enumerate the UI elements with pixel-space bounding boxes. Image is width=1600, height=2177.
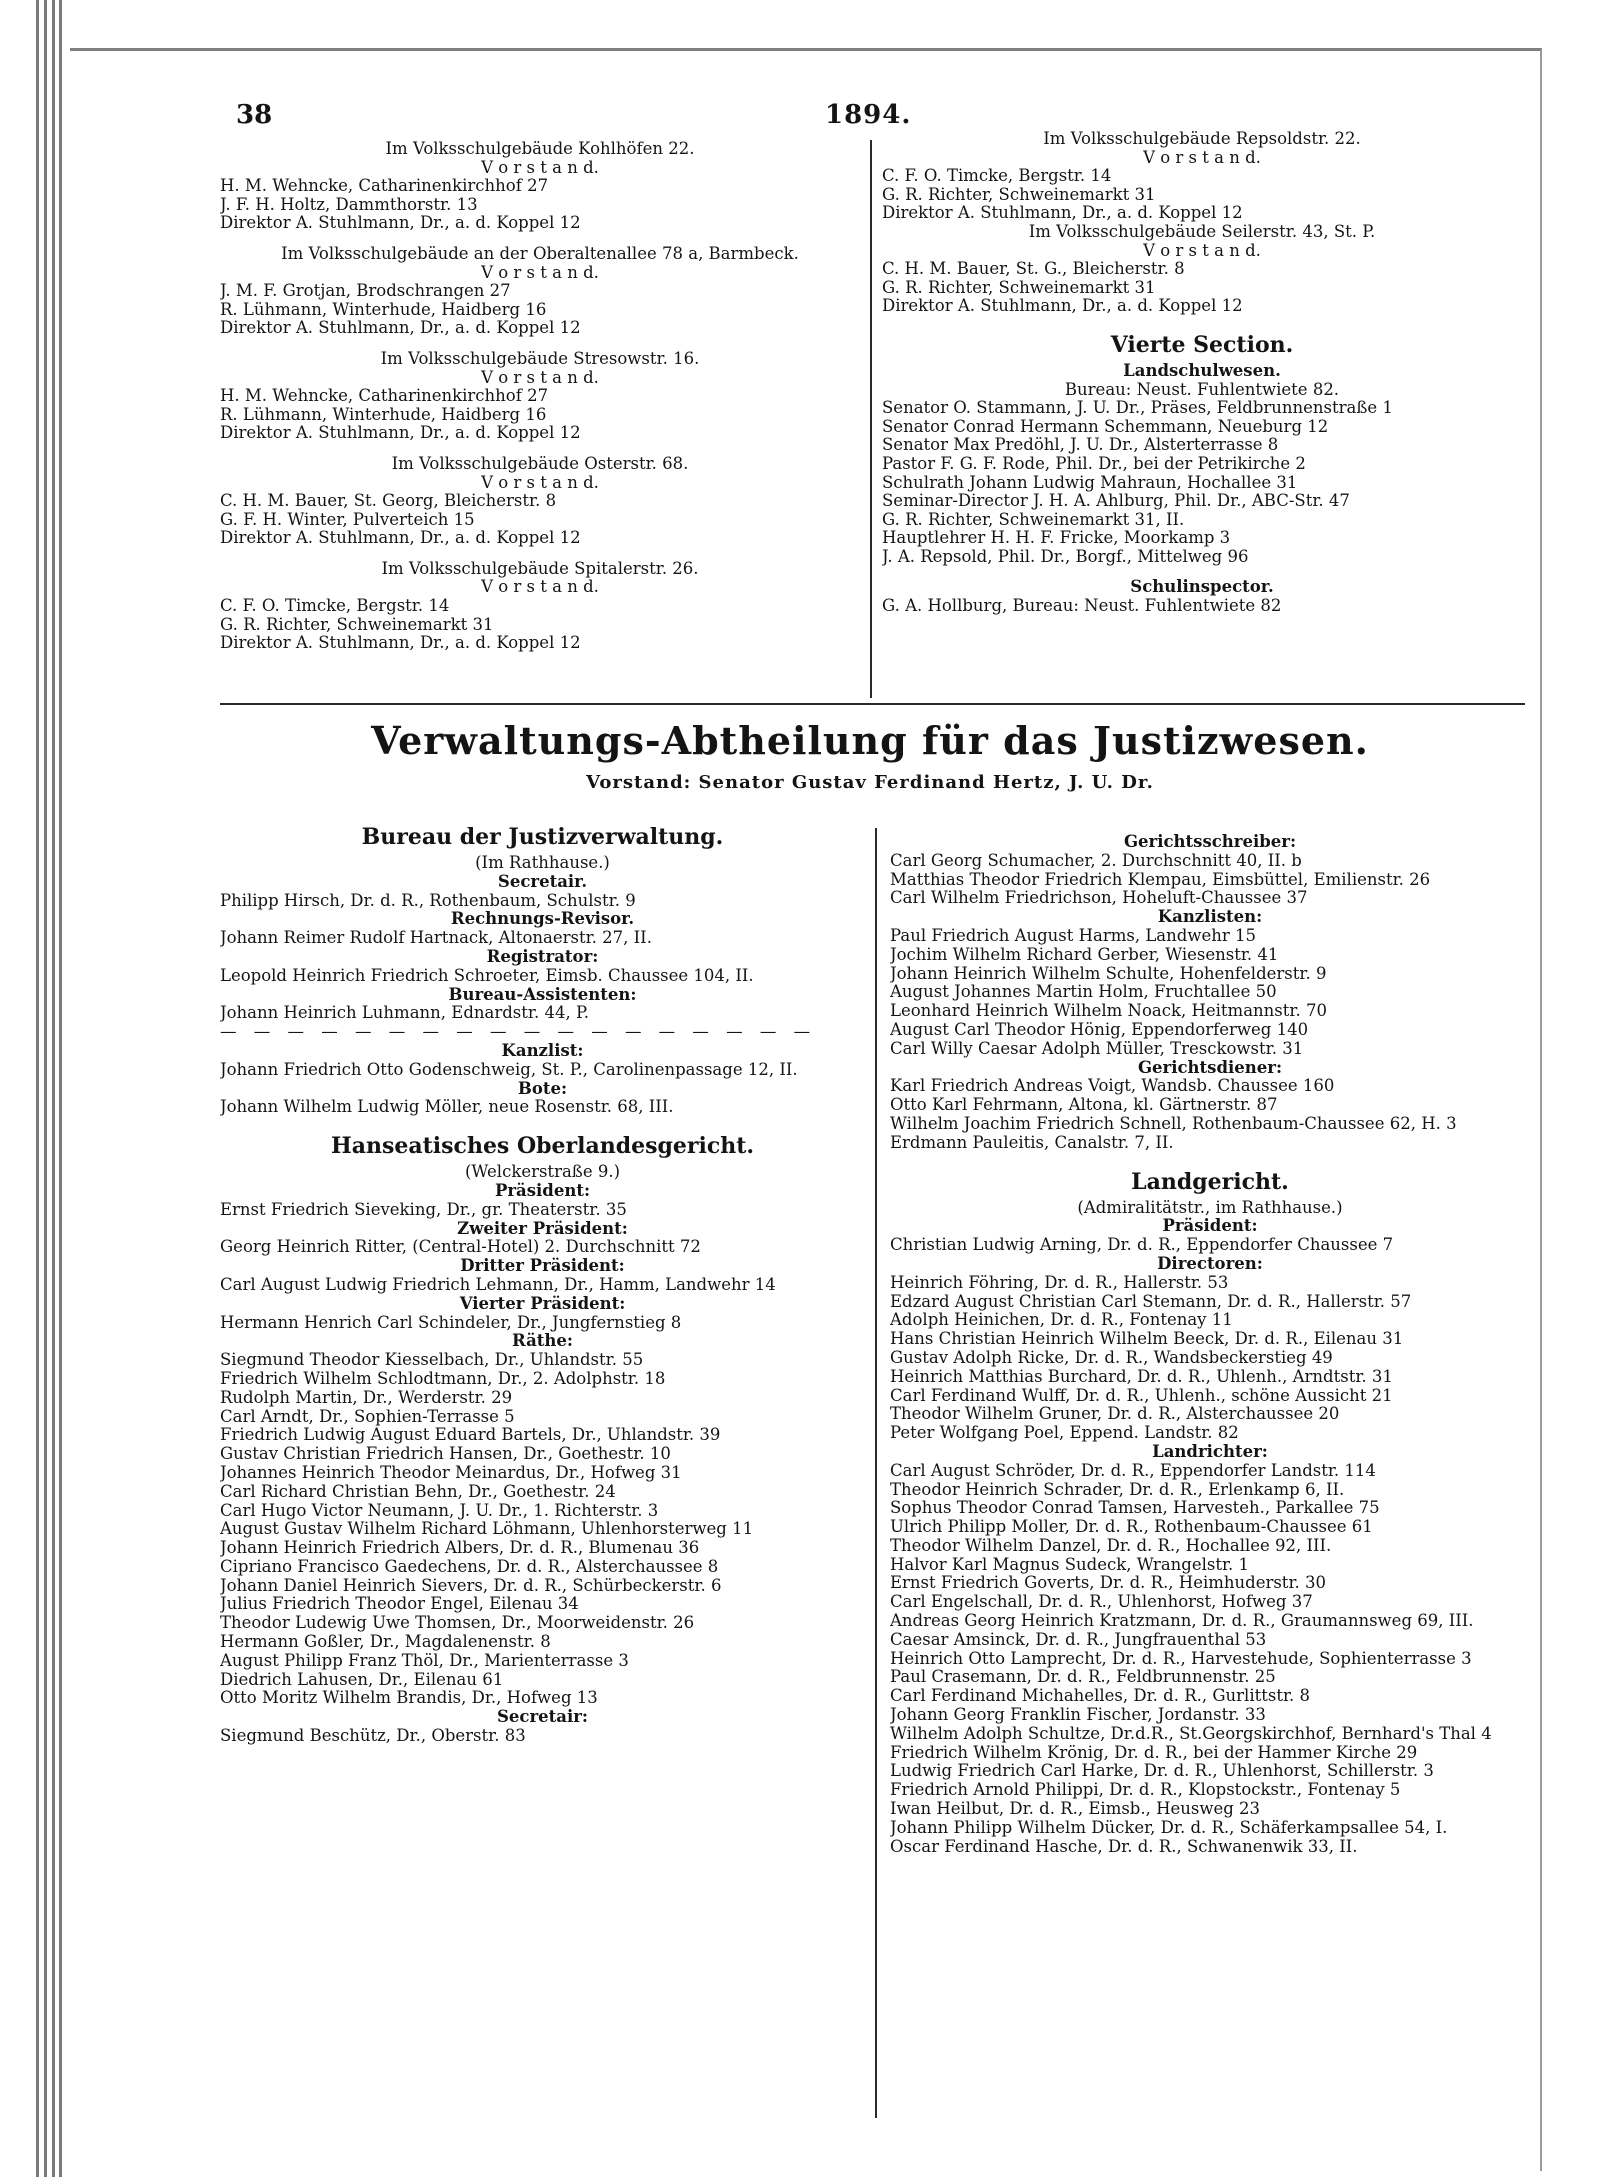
- entry-line: Jochim Wilhelm Richard Gerber, Wiesenstr. 41: [890, 945, 1279, 964]
- entry-line: Otto Moritz Wilhelm Brandis, Dr., Hofweg 13: [220, 1689, 598, 1708]
- column-divider-bottom: [875, 828, 877, 2118]
- column-bottom-right: [890, 833, 1530, 1856]
- entry-line: August Gustav Wilhelm Richard Löhmann, Uhlenhorsterweg 11: [220, 1520, 754, 1539]
- entry-line: Siegmund Beschütz, Dr., Oberstr. 83: [220, 1727, 526, 1746]
- subsection-heading: Directoren:: [1157, 1254, 1263, 1273]
- subsection-heading: Registrator:: [486, 947, 599, 966]
- main-subtitle: Vorstand: Senator Gustav Ferdinand Hertz, J. U. Dr.: [586, 772, 1154, 793]
- entry-line: Ernst Friedrich Sieveking, Dr., gr. Theaterstr. 35: [220, 1200, 627, 1219]
- section-heading: Hanseatisches Oberlandesgericht.: [330, 1133, 755, 1160]
- subsection-heading: Kanzlisten:: [1157, 908, 1263, 927]
- entry-line: Hermann Goßler, Dr., Magdalenenstr. 8: [220, 1633, 551, 1652]
- subsection-heading: Gerichtsdiener:: [1137, 1058, 1283, 1077]
- entry-line: Heinrich Matthias Burchard, Dr. d. R., Uhlenh., Arndtstr. 31: [890, 1367, 1393, 1386]
- spacer: [220, 338, 860, 350]
- entry-line: Theodor Ludewig Uwe Thomsen, Dr., Moorweidenstr. 26: [220, 1614, 695, 1633]
- entry-line: J. A. Repsold, Phil. Dr., Borgf., Mittelweg 96: [882, 547, 1249, 566]
- entry-line: Erdmann Pauleitis, Canalstr. 7, II.: [890, 1133, 1174, 1152]
- entry-line: R. Lühmann, Winterhude, Haidberg 16: [220, 300, 547, 319]
- spacer: [882, 316, 1522, 328]
- entry-line: G. F. H. Winter, Pulverteich 15: [220, 510, 475, 529]
- entry-line: Johann Daniel Heinrich Sievers, Dr. d. R., Schürbeckerstr. 6: [220, 1576, 722, 1595]
- centered-line: V o r s t a n d.: [481, 368, 599, 387]
- entry-line: Rudolph Martin, Dr., Werderstr. 29: [220, 1388, 513, 1407]
- entry-line: Friedrich Wilhelm Krönig, Dr. d. R., bei der Hammer Kirche 29: [890, 1743, 1418, 1762]
- entry-line: C. F. O. Timcke, Bergstr. 14: [882, 167, 1112, 186]
- entry-line: Ulrich Philipp Moller, Dr. d. R., Rothenbaum-Chaussee 61: [890, 1518, 1373, 1537]
- section-rule: [220, 703, 1525, 705]
- column-divider-top: [870, 140, 872, 698]
- subsection-heading: Präsident:: [1162, 1217, 1258, 1236]
- entry-line: Philipp Hirsch, Dr. d. R., Rothenbaum, Schulstr. 9: [220, 891, 636, 910]
- entry-line: Oscar Ferdinand Hasche, Dr. d. R., Schwanenwik 33, II.: [890, 1837, 1358, 1856]
- entry-line: Gustav Christian Friedrich Hansen, Dr., Goethestr. 10: [220, 1445, 671, 1464]
- spacer: [882, 566, 1522, 578]
- entry-line: Karl Friedrich Andreas Voigt, Wandsb. Chaussee 160: [890, 1077, 1335, 1096]
- dash-separator: — — — — — — — — — — — — — — — — — —: [220, 1023, 817, 1042]
- entry-line: Theodor Wilhelm Gruner, Dr. d. R., Alsterchaussee 20: [890, 1405, 1340, 1424]
- entry-line: Paul Crasemann, Dr. d. R., Feldbrunnenstr. 25: [890, 1668, 1276, 1687]
- subsection-heading: Rechnungs-Revisor.: [450, 910, 635, 929]
- entry-line: Iwan Heilbut, Dr. d. R., Eimsb., Heusweg 23: [890, 1800, 1261, 1819]
- centered-line: V o r s t a n d.: [1143, 148, 1261, 167]
- entry-line: Direktor A. Stuhlmann, Dr., a. d. Koppel 12: [220, 529, 581, 548]
- entry-line: August Philipp Franz Thöl, Dr., Marienterrasse 3: [220, 1651, 629, 1670]
- column-top-right: [882, 130, 1522, 616]
- entry-line: Carl Georg Schumacher, 2. Durchschnitt 40, II. b: [890, 851, 1302, 870]
- entry-line: Carl Willy Caesar Adolph Müller, Tresckowstr. 31: [890, 1039, 1304, 1058]
- centered-line: Im Volksschulgebäude Spitalerstr. 26.: [381, 559, 699, 578]
- entry-line: Johann Wilhelm Ludwig Möller, neue Rosenstr. 68, III.: [220, 1098, 674, 1117]
- entry-line: August Carl Theodor Hönig, Eppendorferweg 140: [890, 1020, 1309, 1039]
- entry-line: Direktor A. Stuhlmann, Dr., a. d. Koppel 12: [220, 424, 581, 443]
- entry-line: Julius Friedrich Theodor Engel, Eilenau 34: [220, 1595, 579, 1614]
- entry-line: Paul Friedrich August Harms, Landwehr 15: [890, 926, 1256, 945]
- entry-line: Gustav Adolph Ricke, Dr. d. R., Wandsbeckerstieg 49: [890, 1348, 1333, 1367]
- entry-line: Leonhard Heinrich Wilhelm Noack, Heitmannstr. 70: [890, 1002, 1327, 1021]
- entry-line: Carl Ferdinand Wulff, Dr. d. R., Uhlenh., schöne Aussicht 21: [890, 1386, 1393, 1405]
- subsection-heading: Secretair.: [497, 872, 588, 891]
- entry-line: Carl Ferdinand Michahelles, Dr. d. R., Gurlittstr. 8: [890, 1687, 1311, 1706]
- entry-line: Johannes Heinrich Theodor Meinardus, Dr., Hofweg 31: [220, 1463, 682, 1482]
- entry-line: Theodor Wilhelm Danzel, Dr. d. R., Hochallee 92, III.: [890, 1536, 1332, 1555]
- entry-line: Heinrich Föhring, Dr. d. R., Hallerstr. 53: [890, 1273, 1229, 1292]
- column-bottom-left: [220, 820, 865, 1746]
- entry-line: Johann Friedrich Otto Godenschweig, St. P., Carolinenpassage 12, II.: [220, 1060, 798, 1079]
- entry-line: Carl Richard Christian Behn, Dr., Goethestr. 24: [220, 1482, 616, 1501]
- subsection-heading: Bureau-Assistenten:: [448, 985, 637, 1004]
- section-heading: Landgericht.: [1131, 1168, 1289, 1195]
- entry-line: Johann Georg Franklin Fischer, Jordanstr. 33: [890, 1706, 1266, 1725]
- entry-line: Peter Wolfgang Poel, Eppend. Landstr. 82: [890, 1424, 1239, 1443]
- entry-line: Seminar-Director J. H. A. Ahlburg, Phil. Dr., ABC-Str. 47: [882, 492, 1350, 511]
- entry-line: Direktor A. Stuhlmann, Dr., a. d. Koppel 12: [220, 214, 581, 233]
- entry-line: C. H. M. Bauer, St. Georg, Bleicherstr. 8: [220, 492, 557, 511]
- entry-line: Adolph Heinichen, Dr. d. R., Fontenay 11: [890, 1311, 1233, 1330]
- entry-line: Siegmund Theodor Kiesselbach, Dr., Uhlandstr. 55: [220, 1351, 644, 1370]
- subsection-heading: Räthe:: [512, 1332, 573, 1351]
- centered-line: Im Volksschulgebäude Kohlhöfen 22.: [385, 140, 695, 158]
- entry-line: Friedrich Wilhelm Schlodtmann, Dr., 2. Adolphstr. 18: [220, 1369, 666, 1388]
- entry-line: Georg Heinrich Ritter, (Central-Hotel) 2. Durchschnitt 72: [220, 1238, 701, 1257]
- spacer: [890, 1153, 1530, 1165]
- entry-line: Senator Conrad Hermann Schemmann, Neueburg 12: [882, 417, 1329, 436]
- main-title: Verwaltungs-Abtheilung für das Justizwesen.: [371, 718, 1369, 763]
- entry-line: Wilhelm Adolph Schultze, Dr.d.R., St.Georgskirchhof, Bernhard's Thal 4: [890, 1724, 1492, 1743]
- entry-line: Carl Engelschall, Dr. d. R., Uhlenhorst, Hofweg 37: [890, 1593, 1313, 1612]
- subsection-heading: Präsident:: [494, 1181, 591, 1200]
- subsection-heading: Schulinspector.: [1130, 578, 1274, 597]
- entry-line: Caesar Amsinck, Dr. d. R., Jungfrauenthal 53: [890, 1630, 1267, 1649]
- entry-line: Senator O. Stammann, J. U. Dr., Präses, Feldbrunnenstraße 1: [882, 399, 1393, 418]
- entry-line: G. R. Richter, Schweinemarkt 31: [882, 278, 1156, 297]
- section-heading: Vierte Section.: [1110, 331, 1294, 358]
- spacer: [220, 443, 860, 455]
- entry-line: Carl Hugo Victor Neumann, J. U. Dr., 1. Richterstr. 3: [220, 1501, 659, 1520]
- entry-line: Edzard August Christian Carl Stemann, Dr. d. R., Hallerstr. 57: [890, 1292, 1412, 1311]
- entry-line: Carl August Schröder, Dr. d. R., Eppendorfer Landstr. 114: [890, 1461, 1376, 1480]
- subsection-heading: Gerichtsschreiber:: [1123, 833, 1297, 851]
- centered-line: (Admiralitätstr., im Rathhause.): [1077, 1198, 1343, 1217]
- centered-line: Im Volksschulgebäude Osterstr. 68.: [391, 454, 689, 473]
- spacer: [220, 233, 860, 245]
- subsection-heading: Bote:: [517, 1079, 568, 1098]
- entry-line: Friedrich Ludwig August Eduard Bartels, Dr., Uhlandstr. 39: [220, 1426, 721, 1445]
- entry-line: Schulrath Johann Ludwig Mahraun, Hochallee 31: [882, 473, 1298, 492]
- entry-line: Christian Ludwig Arning, Dr. d. R., Eppendorfer Chaussee 7: [890, 1236, 1394, 1255]
- entry-line: Direktor A. Stuhlmann, Dr., a. d. Koppel 12: [882, 297, 1243, 316]
- entry-line: Leopold Heinrich Friedrich Schroeter, Eimsb. Chaussee 104, II.: [220, 966, 754, 985]
- entry-line: Carl Arndt, Dr., Sophien-Terrasse 5: [220, 1407, 515, 1426]
- entry-line: Ludwig Friedrich Carl Harke, Dr. d. R., Uhlenhorst, Schillerstr. 3: [890, 1762, 1434, 1781]
- section-heading: Bureau der Justizverwaltung.: [361, 824, 724, 850]
- entry-line: Theodor Heinrich Schrader, Dr. d. R., Erlenkamp 6, II.: [890, 1480, 1345, 1499]
- centered-line: Im Volksschulgebäude Seilerstr. 43, St. P.: [1028, 222, 1376, 241]
- entry-line: C. F. O. Timcke, Bergstr. 14: [220, 597, 450, 616]
- spacer: [220, 548, 860, 560]
- entry-line: Johann Reimer Rudolf Hartnack, Altonaerstr. 27, II.: [220, 929, 652, 948]
- entry-line: Johann Heinrich Wilhelm Schulte, Hohenfelderstr. 9: [890, 964, 1327, 983]
- subsection-heading: Landrichter:: [1152, 1442, 1268, 1461]
- entry-line: Diedrich Lahusen, Dr., Eilenau 61: [220, 1670, 504, 1689]
- entry-line: Heinrich Otto Lamprecht, Dr. d. R., Harvestehude, Sophienterrasse 3: [890, 1649, 1472, 1668]
- entry-line: Hans Christian Heinrich Wilhelm Beeck, Dr. d. R., Eilenau 31: [890, 1330, 1404, 1349]
- entry-line: H. M. Wehncke, Catharinenkirchhof 27: [220, 177, 549, 196]
- entry-line: G. R. Richter, Schweinemarkt 31: [882, 185, 1156, 204]
- subsection-heading: Kanzlist:: [501, 1041, 584, 1060]
- entry-line: J. F. H. Holtz, Dammthorstr. 13: [220, 195, 478, 214]
- entry-line: Hauptlehrer H. H. F. Fricke, Moorkamp 3: [882, 529, 1231, 548]
- centered-line: V o r s t a n d.: [481, 578, 599, 597]
- centered-line: V o r s t a n d.: [481, 473, 599, 492]
- page-number: 38: [236, 100, 273, 130]
- entry-line: August Johannes Martin Holm, Fruchtallee 50: [890, 983, 1277, 1002]
- centered-line: V o r s t a n d.: [481, 158, 599, 177]
- entry-line: Andreas Georg Heinrich Kratzmann, Dr. d. R., Graumannsweg 69, III.: [890, 1612, 1474, 1631]
- binding-edge: [0, 0, 62, 2177]
- entry-line: Direktor A. Stuhlmann, Dr., a. d. Koppel 12: [220, 634, 581, 653]
- centered-line: Im Volksschulgebäude Stresowstr. 16.: [380, 349, 700, 368]
- entry-line: G. R. Richter, Schweinemarkt 31: [220, 615, 494, 634]
- page-year: 1894.: [825, 100, 912, 130]
- entry-line: Johann Heinrich Luhmann, Ednardstr. 44, P.: [220, 1004, 589, 1023]
- subsection-heading: Secretair:: [496, 1708, 589, 1727]
- entry-line: Otto Karl Fehrmann, Altona, kl. Gärtnerstr. 87: [890, 1096, 1278, 1115]
- entry-line: Cipriano Francisco Gaedechens, Dr. d. R., Alsterchaussee 8: [220, 1557, 719, 1576]
- entry-line: Friedrich Arnold Philippi, Dr. d. R., Klopstockstr., Fontenay 5: [890, 1781, 1401, 1800]
- entry-line: Senator Max Predöhl, J. U. Dr., Alsterterrasse 8: [882, 436, 1279, 455]
- entry-line: Johann Heinrich Friedrich Albers, Dr. d. R., Blumenau 36: [220, 1539, 700, 1558]
- entry-line: Ernst Friedrich Goverts, Dr. d. R., Heimhuderstr. 30: [890, 1574, 1327, 1593]
- centered-line: V o r s t a n d.: [481, 263, 599, 282]
- entry-line: H. M. Wehncke, Catharinenkirchhof 27: [220, 387, 549, 406]
- subsection-heading: Dritter Präsident:: [460, 1257, 625, 1276]
- centered-line: (Im Rathhause.): [475, 854, 610, 872]
- centered-line: Im Volksschulgebäude an der Oberaltenallee 78 a, Barmbeck.: [281, 244, 799, 263]
- entry-line: R. Lühmann, Winterhude, Haidberg 16: [220, 405, 547, 424]
- entry-line: G. A. Hollburg, Bureau: Neust. Fuhlentwiete 82: [882, 597, 1282, 616]
- centered-line: V o r s t a n d.: [1143, 241, 1261, 260]
- entry-line: Pastor F. G. F. Rode, Phil. Dr., bei der Petrikirche 2: [882, 454, 1306, 473]
- subsection-heading: Vierter Präsident:: [459, 1294, 626, 1313]
- entry-line: G. R. Richter, Schweinemarkt 31, II.: [882, 510, 1185, 529]
- subsection-heading: Zweiter Präsident:: [457, 1219, 628, 1238]
- entry-line: Direktor A. Stuhlmann, Dr., a. d. Koppel 12: [882, 204, 1243, 223]
- entry-line: Halvor Karl Magnus Sudeck, Wrangelstr. 1: [890, 1555, 1250, 1574]
- column-top-left: [220, 140, 860, 653]
- entry-line: Sophus Theodor Conrad Tamsen, Harvesteh., Parkallee 75: [890, 1499, 1380, 1518]
- centered-line: (Welckerstraße 9.): [464, 1163, 621, 1182]
- centered-line: Bureau: Neust. Fuhlentwiete 82.: [1064, 380, 1340, 399]
- entry-line: Johann Philipp Wilhelm Dücker, Dr. d. R., Schäferkampsallee 54, I.: [890, 1818, 1448, 1837]
- entry-line: Wilhelm Joachim Friedrich Schnell, Rothenbaum-Chaussee 62, H. 3: [890, 1114, 1457, 1133]
- entry-line: Matthias Theodor Friedrich Klempau, Eimsbüttel, Emilienstr. 26: [890, 870, 1431, 889]
- entry-line: J. M. F. Grotjan, Brodschrangen 27: [220, 282, 511, 301]
- entry-line: Direktor A. Stuhlmann, Dr., a. d. Koppel 12: [220, 319, 581, 338]
- entry-line: Carl Wilhelm Friedrichson, Hoheluft-Chaussee 37: [890, 889, 1308, 908]
- subsection-heading: Landschulwesen.: [1123, 361, 1281, 380]
- entry-line: C. H. M. Bauer, St. G., Bleicherstr. 8: [882, 260, 1185, 279]
- spacer: [220, 1117, 865, 1129]
- entry-line: Carl August Ludwig Friedrich Lehmann, Dr., Hamm, Landwehr 14: [220, 1275, 776, 1294]
- centered-line: Im Volksschulgebäude Repsoldstr. 22.: [1043, 130, 1361, 148]
- entry-line: Hermann Henrich Carl Schindeler, Dr., Jungfernstieg 8: [220, 1313, 682, 1332]
